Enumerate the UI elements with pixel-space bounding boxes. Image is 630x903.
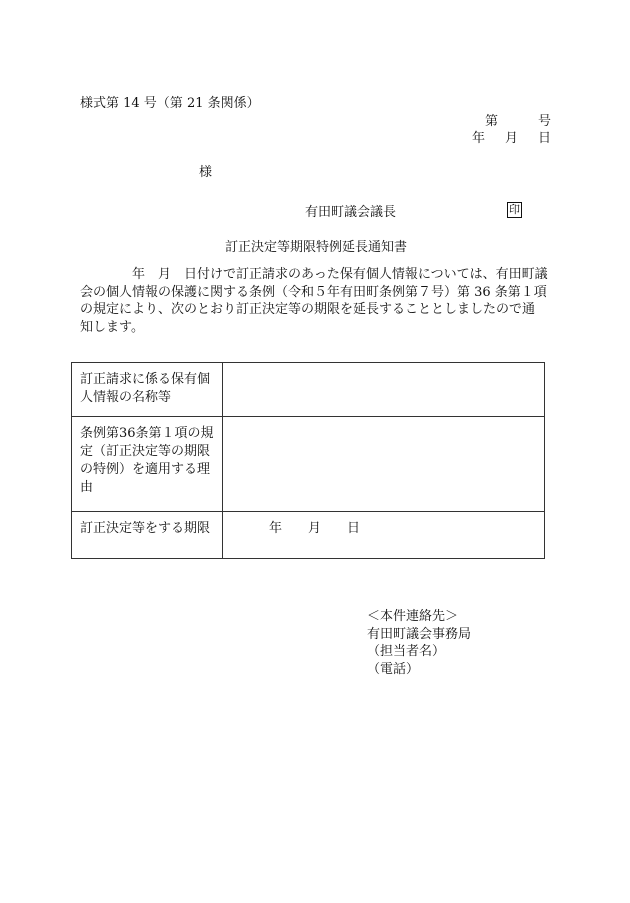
label-line: 条例第36条第１項の規 — [80, 426, 214, 441]
body-paragraph — [80, 266, 550, 336]
label-line: 定（訂正決定等の期限 — [80, 444, 211, 459]
form-table — [71, 362, 545, 559]
doc-number-suffix: 号 — [538, 114, 552, 129]
value-cell[interactable] — [223, 417, 545, 512]
label-line: 訂正決定等をする期限 — [80, 521, 211, 536]
body-line: 年 月 日付けで訂正請求のあった保有個人情報については、有田町議 — [80, 267, 548, 282]
contact-phone: （電話） — [367, 661, 420, 677]
document-number — [485, 114, 551, 130]
label-line: 人情報の名称等 — [80, 390, 172, 405]
label-line: 由 — [80, 480, 94, 495]
label-cell — [72, 363, 223, 417]
contact-block — [367, 608, 471, 678]
label-cell — [72, 417, 223, 512]
table-row — [72, 512, 545, 559]
label-line: 訂正請求に係る保有個 — [80, 372, 211, 387]
date-year: 年 — [472, 131, 486, 146]
date-month: 月 — [505, 131, 519, 146]
value-cell[interactable] — [223, 512, 545, 559]
contact-person: （担当者名） — [367, 644, 446, 659]
body-line: 知します。 — [80, 319, 144, 335]
document-title: 訂正決定等期限特例延長通知書 — [225, 240, 408, 255]
body-line: 会の個人情報の保護に関する条例（令和５年有田町条例第７号）第 36 条第１項 — [80, 284, 547, 300]
table-row — [72, 363, 545, 417]
seal-mark — [507, 202, 522, 218]
body-line: の規定により、次のとおり訂正決定等の期限を延長することとしましたので通 — [80, 302, 536, 317]
contact-heading: ＜本件連絡先＞ — [367, 609, 459, 624]
sender-title: 有田町議会議長 — [305, 205, 397, 220]
label-cell — [72, 512, 223, 559]
deadline-date-text: 年 月 日 — [269, 521, 361, 536]
seal-text: 印 — [509, 203, 520, 216]
document-date — [472, 131, 551, 147]
contact-office: 有田町議会事務局 — [367, 626, 472, 642]
table-row — [72, 417, 545, 512]
form-number: 様式第 14 号（第 21 条関係） — [80, 96, 260, 111]
doc-number-prefix: 第 — [485, 114, 499, 129]
label-line: の特例）を適用する理 — [80, 462, 211, 477]
recipient-honorific: 様 — [199, 165, 213, 180]
value-cell[interactable] — [223, 363, 545, 417]
date-day: 日 — [538, 131, 552, 146]
